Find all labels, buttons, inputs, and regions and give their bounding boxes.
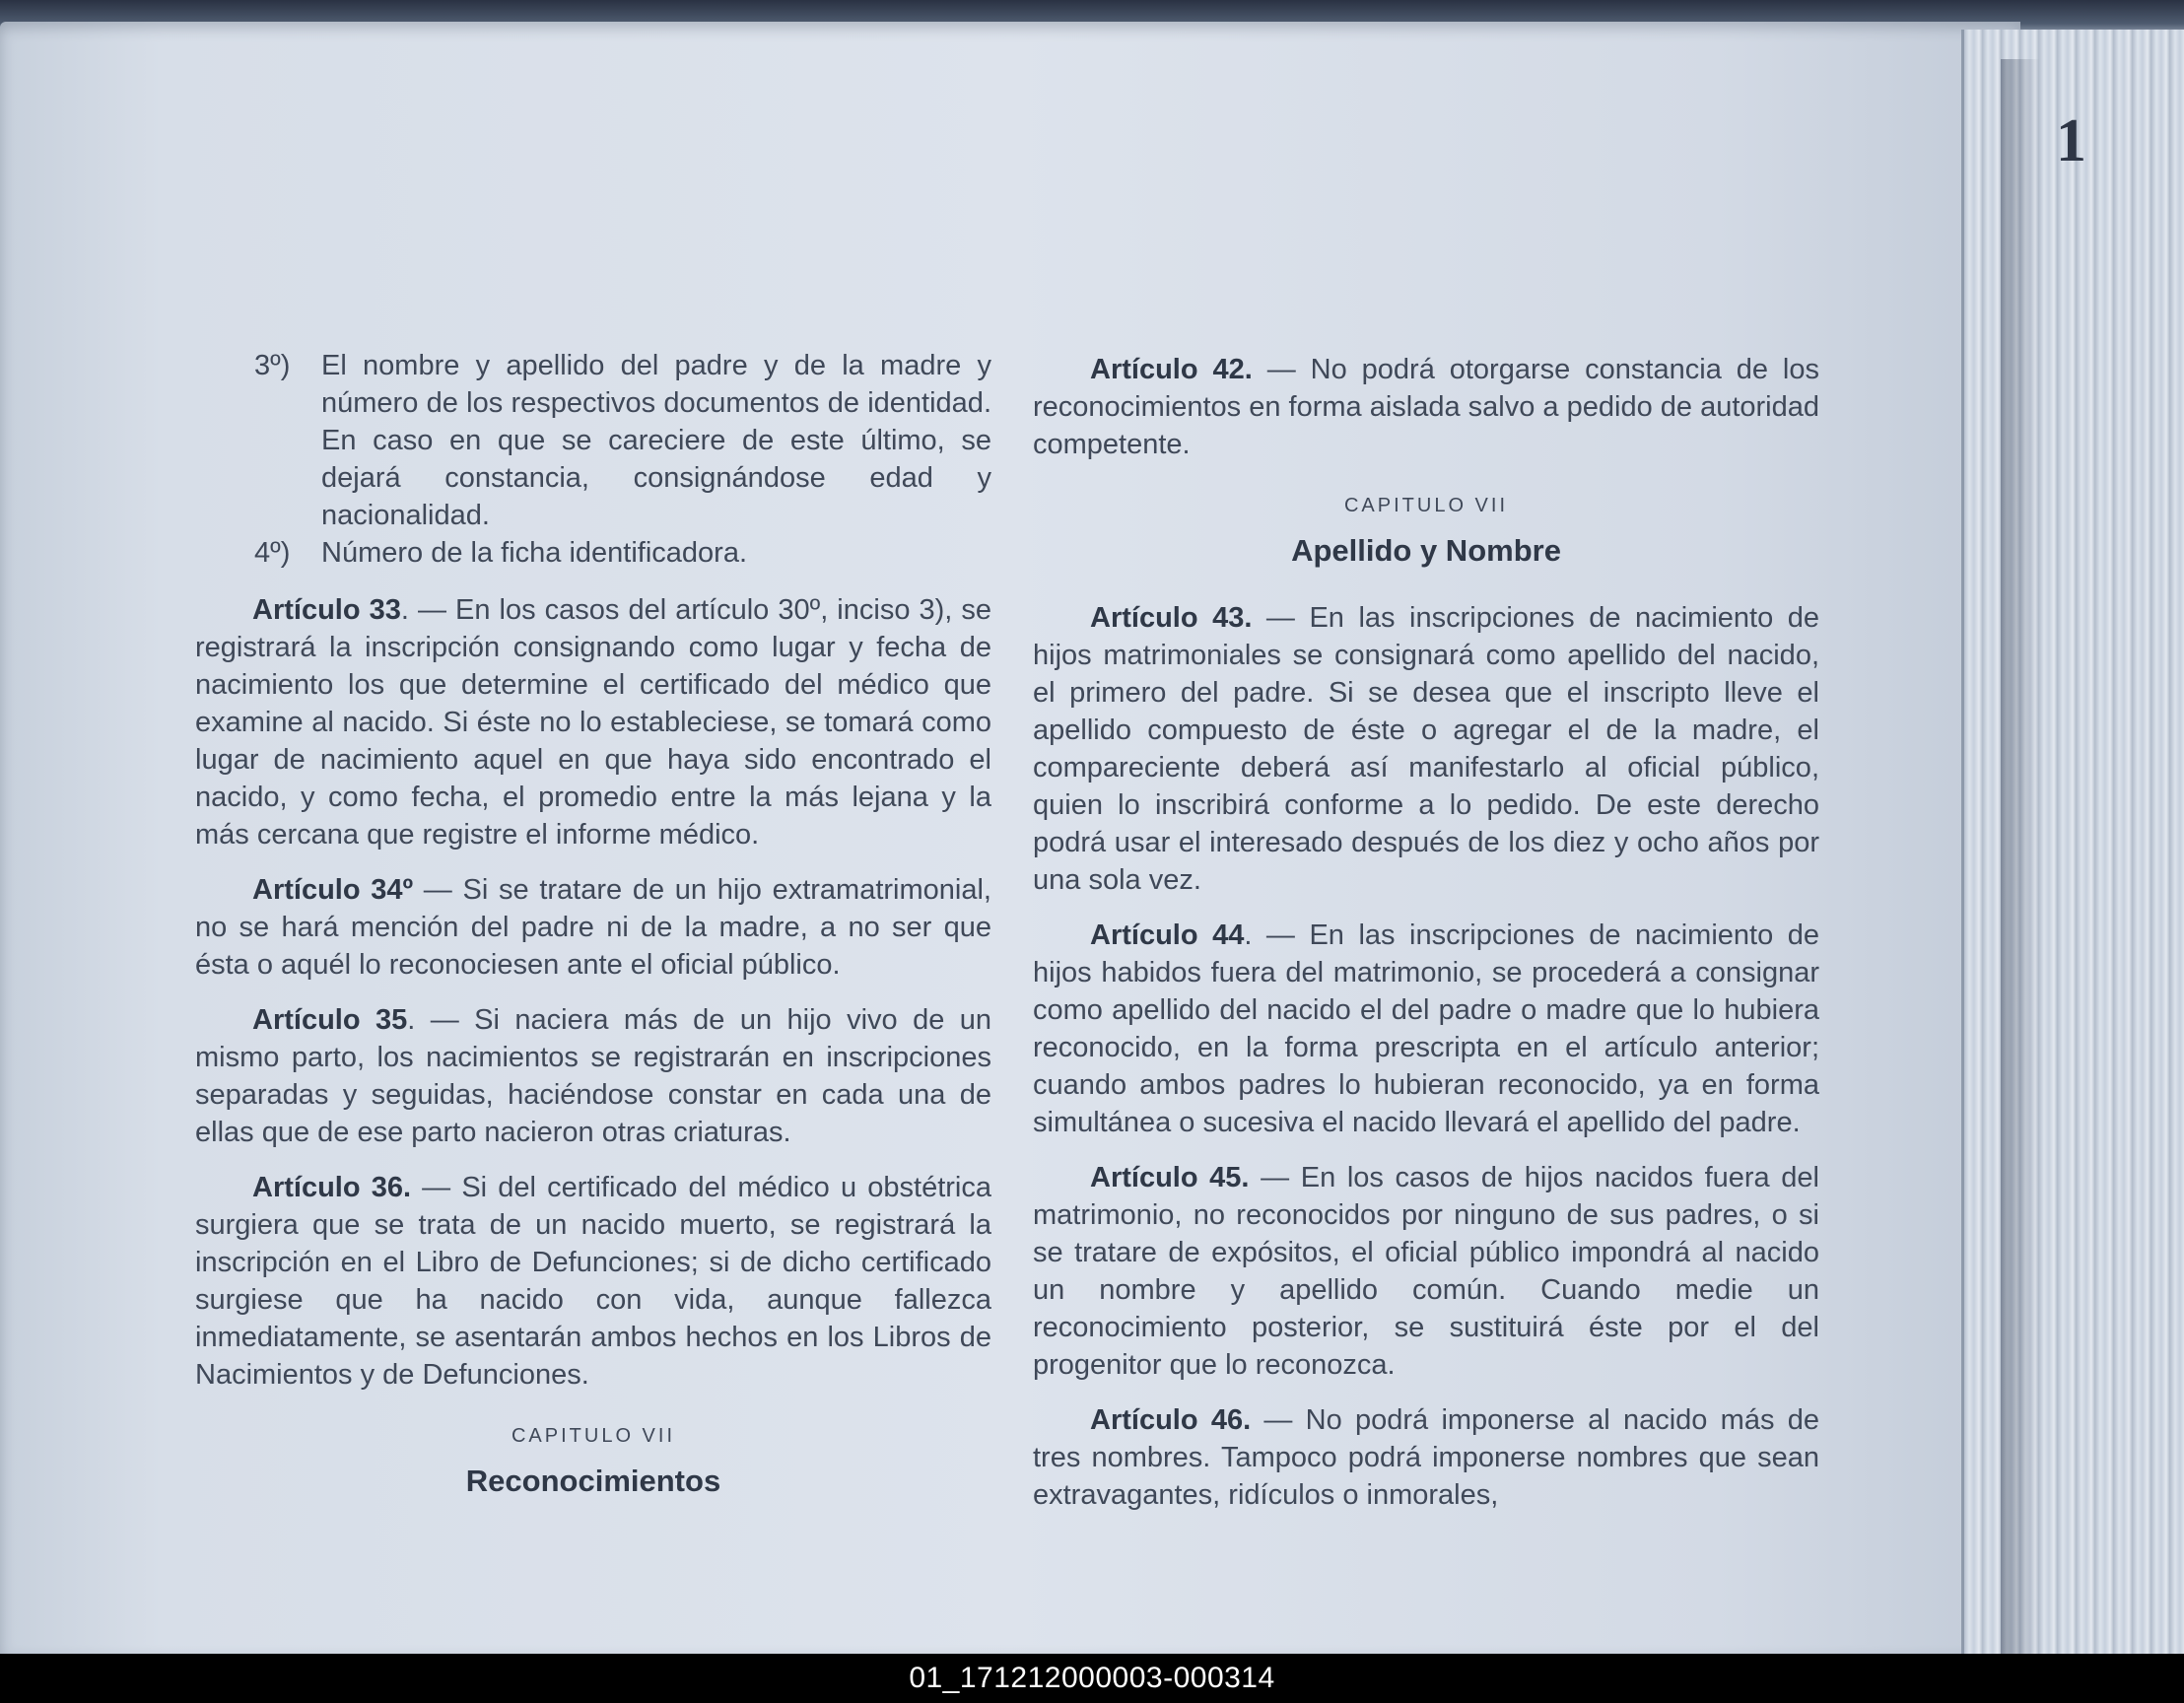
article-label: Artículo 42. bbox=[1090, 354, 1253, 385]
article-separator: — bbox=[1251, 1404, 1306, 1436]
article-separator: — bbox=[1252, 602, 1310, 634]
item-text: El nombre y apellido del padre y de la madre y número de los respectivos documentos de identidad. En caso en que se careciere de este último, se dejará constancia, consignándose edad y nacionalidad. bbox=[321, 350, 991, 531]
article-paragraph bbox=[195, 591, 991, 853]
chapter-title: Reconocimientos bbox=[465, 1464, 721, 1498]
article-paragraph bbox=[195, 1001, 991, 1151]
left-column bbox=[195, 347, 991, 1530]
article-separator: . — bbox=[400, 594, 456, 626]
article-label: Artículo 46. bbox=[1090, 1404, 1252, 1436]
image-caption: 01_171212000003-000314 bbox=[0, 1654, 2184, 1703]
article-text: Si se tratare de un hijo extramatrimonial, no se hará mención del padre ni de la madre, a no ser que ésta o aquél lo reconociesen ante el oficial público. bbox=[195, 874, 991, 981]
list-item bbox=[195, 347, 991, 534]
list-item bbox=[195, 534, 991, 572]
item-number: 3º) bbox=[254, 350, 291, 381]
page-number: 1 bbox=[2056, 107, 2086, 174]
article-paragraph bbox=[1033, 917, 1819, 1141]
article-text: No podrá otorgarse constancia de los reconocimientos en forma aislada salvo a pedido de autoridad competente. bbox=[1033, 354, 1819, 460]
article-paragraph bbox=[1033, 1401, 1819, 1514]
article-separator: . — bbox=[407, 1004, 475, 1036]
article-paragraph bbox=[195, 1169, 991, 1394]
article-text: No podrá imponerse al nacido más de tres nombres. Tampoco podrá imponerse nombres que sean extravagantes, ridículos o inmorales, bbox=[1033, 1404, 1819, 1511]
article-paragraph bbox=[1033, 599, 1819, 899]
article-text: Si del certificado del médico u obstétrica surgiera que se trata de un nacido muerto, se registrará la inscripción en el Libro de Defunciones; si de dicho certificado surgiese que ha nacido con vida, aunque fallezca inmediatamente, se asentarán ambos hechos en los Libros de Nacimientos y de Defunciones. bbox=[195, 1172, 991, 1391]
right-column bbox=[1033, 351, 1819, 1532]
article-label: Artículo 36. bbox=[252, 1172, 412, 1203]
chapter-label: CAPITULO VII bbox=[1343, 495, 1509, 516]
article-text: En las inscripciones de nacimiento de hijos matrimoniales se consignará como apellido del nacido, el primero del padre. Si se desea que el inscripto lleve el apellido compuesto de éste o agregar el de la madre, el compareciente deberá así manifestarlo al oficial público, quien lo inscribirá conforme a lo pedido. De este derecho podrá usar el interesado después de los diez y ocho años por una sola vez. bbox=[1033, 602, 1819, 896]
article-label: Artículo 34º bbox=[252, 874, 414, 906]
article-separator: — bbox=[1249, 1162, 1301, 1193]
page-edge-shadow bbox=[2001, 59, 2040, 1656]
article-text: En los casos del artículo 30º, inciso 3), se registrará la inscripción consignando como lugar y fecha de nacimiento los que determine el certificado del médico que examine al nacido. Si éste no lo estableciese, se tomará como lugar de nacimiento aquel en que haya sido encontrado el nacido, y como fecha, el promedio entre la más lejana y la más cercana que registre el informe médico. bbox=[195, 594, 992, 851]
article-label: Artículo 45. bbox=[1090, 1162, 1250, 1193]
article-label: Artículo 44 bbox=[1090, 920, 1245, 951]
article-label: Artículo 35 bbox=[252, 1004, 408, 1036]
item-number: 4º) bbox=[254, 537, 291, 569]
article-separator: — bbox=[411, 1172, 462, 1203]
item-text: Número de la ficha identificadora. bbox=[321, 537, 748, 569]
article-separator: . — bbox=[1244, 920, 1310, 951]
article-text: En los casos de hijos nacidos fuera del matrimonio, no reconocidos por ninguno de sus padres, o si se tratare de expósitos, el oficial público impondrá al nacido un nombre y apellido común. Cuando medie un reconocimiento posterior, se sustituirá éste por el del progenitor que lo reconozca. bbox=[1033, 1162, 1819, 1381]
chapter-label: CAPITULO VII bbox=[511, 1425, 676, 1447]
article-paragraph bbox=[195, 871, 991, 984]
article-text: Si naciera más de un hijo vivo de un mismo parto, los nacimientos se registrarán en inscripciones separadas y seguidas, haciéndose constar en cada una de ellas que de ese parto nacieron otras criaturas. bbox=[195, 1004, 992, 1148]
article-text: En las inscripciones de nacimiento de hijos habidos fuera del matrimonio, se procederá a consignar como apellido del nacido el del padre o madre que lo hubiera reconocido, en la forma prescripta en el artículo anterior; cuando ambos padres lo hubieran reconocido, ya en forma simultánea o sucesiva el nacido llevará el apellido del padre. bbox=[1033, 920, 1819, 1138]
article-separator: — bbox=[413, 874, 463, 906]
chapter-title: Apellido y Nombre bbox=[1291, 533, 1561, 568]
article-separator: — bbox=[1252, 354, 1311, 385]
stacked-page-edges bbox=[1961, 30, 2184, 1654]
article-label: Artículo 43. bbox=[1090, 602, 1253, 634]
article-paragraph bbox=[1033, 351, 1819, 463]
article-label: Artículo 33 bbox=[252, 594, 401, 626]
article-paragraph bbox=[1033, 1159, 1819, 1384]
